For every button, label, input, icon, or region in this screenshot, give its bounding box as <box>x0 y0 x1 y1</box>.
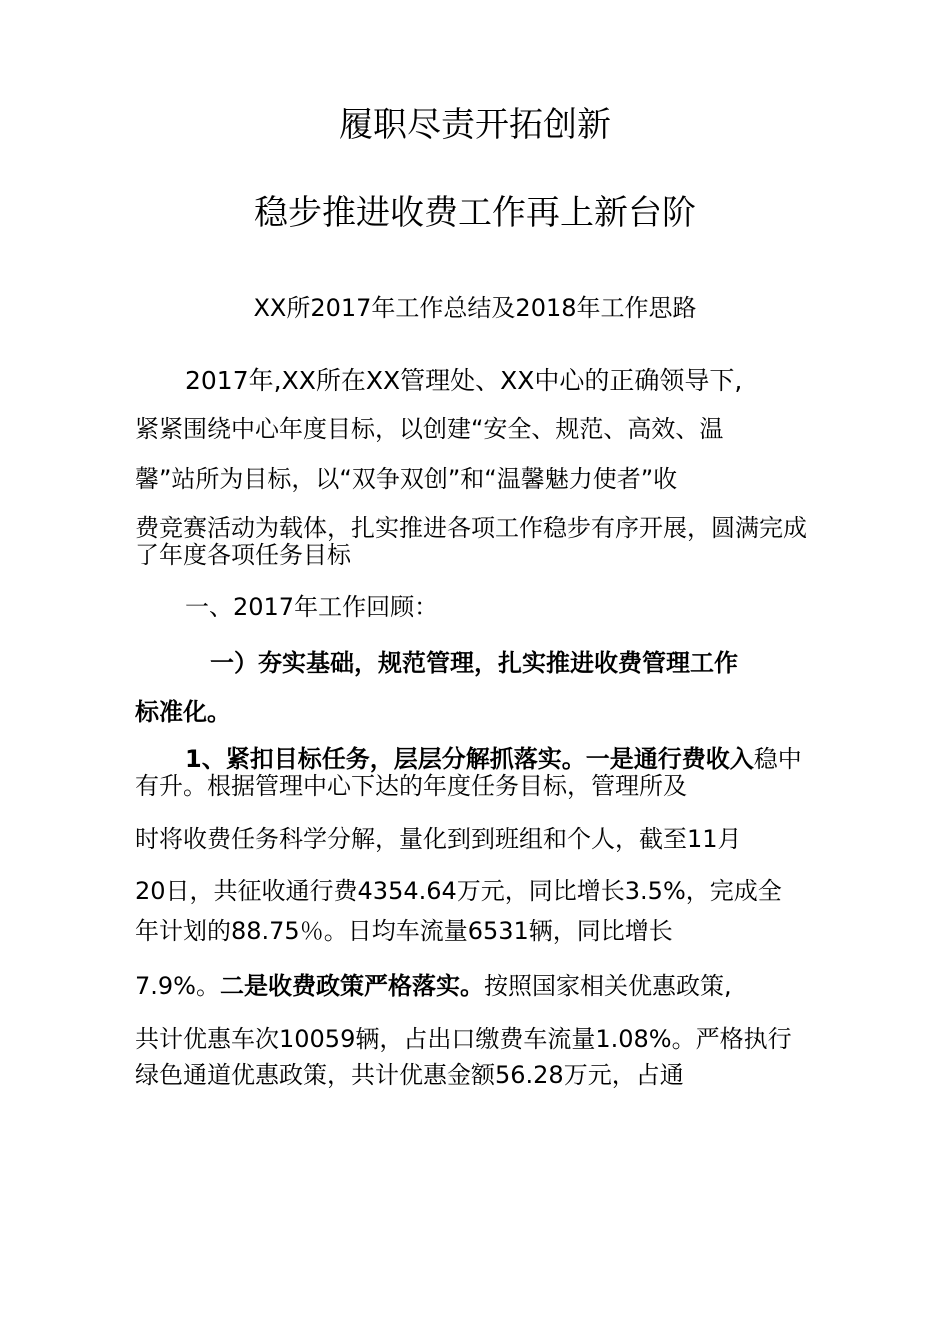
item1-line3: 时将收费任务科学分解，量化到到班组和个人，截至11月 <box>135 825 742 853</box>
item1-line2: 有升。根据管理中心下达的年度任务目标，管理所及 <box>135 772 687 800</box>
item1-line7: 共计优惠车次10059辆，占出口缴费车流量1.08%。严格执行 <box>135 1025 792 1053</box>
item1-line6-rest: 按照国家相关优惠政策, <box>483 972 732 1000</box>
item1-line6-bold: 二是收费政策严格落实。 <box>219 972 484 1000</box>
item1-line6-pre: 7.9%。 <box>135 972 220 1000</box>
document-title-line2: 稳步推进收费工作再上新台阶 <box>254 193 696 233</box>
document-title-line1: 履职尽责开拓创新 <box>339 105 611 145</box>
intro-line-2: 紧紧围绕中心年度目标，以创建“安全、规范、高效、温 <box>135 415 724 443</box>
item1-line5: 年计划的88.75％。日均车流量6531辆，同比增长 <box>135 917 673 945</box>
item1-line8: 绿色通道优惠政策，共计优惠金额56.28万元，占通 <box>135 1061 684 1089</box>
subsection-heading-line1: 一）夯实基础，规范管理，扎实推进收费管理工作 <box>210 649 738 677</box>
item1-line6 <box>135 971 732 1001</box>
intro-line-4: 费竞赛活动为载体，扎实推进各项工作稳步有序开展，圆满完成 <box>135 514 807 542</box>
section-heading: 一、2017年工作回顾： <box>185 593 439 621</box>
item1-line4: 20日，共征收通行费4354.64万元，同比增长3.5%，完成全 <box>135 877 782 905</box>
item1-line1 <box>185 744 802 774</box>
document-subtitle: XX所2017年工作总结及2018年工作思路 <box>253 294 697 322</box>
item1-lead-bold: 1、紧扣目标任务，层层分解抓落实。一是通行费收入 <box>185 745 754 773</box>
item1-lead-rest: 稳中 <box>753 745 802 773</box>
intro-line-5: 了年度各项任务目标 <box>135 541 351 569</box>
intro-line-1: 2017年,XX所在XX管理处、XX中心的正确领导下, <box>185 366 743 395</box>
intro-line-3: 馨”站所为目标，以“双争双创”和“温馨魅力使者”收 <box>135 465 678 493</box>
subsection-heading-line2: 标准化。 <box>135 698 231 726</box>
